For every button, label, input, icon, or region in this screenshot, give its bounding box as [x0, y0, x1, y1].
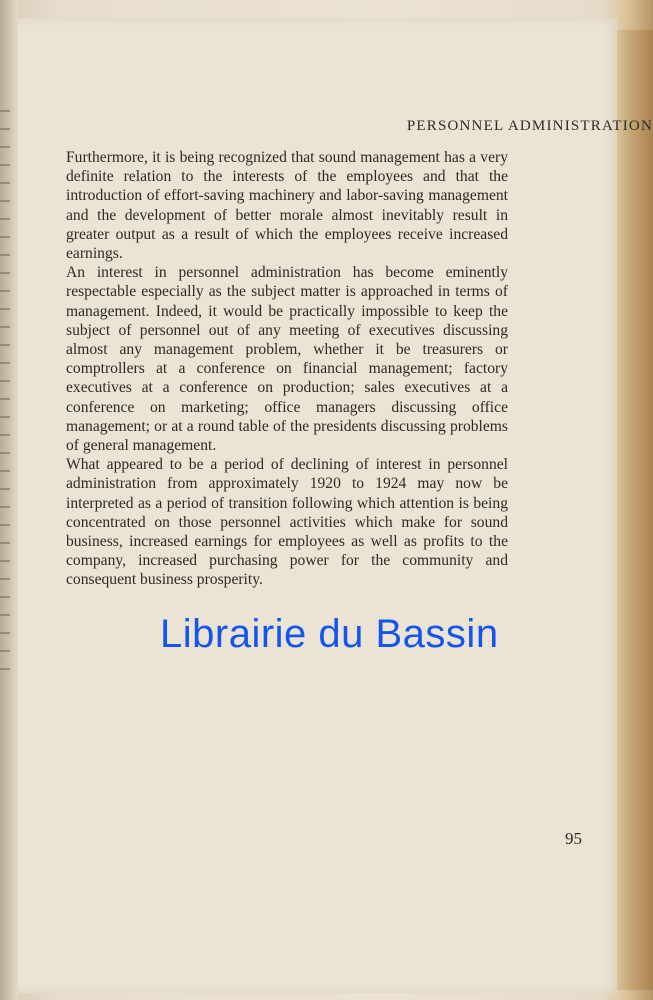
body-text — [66, 148, 508, 590]
watermark: Librairie du Bassin — [160, 612, 499, 656]
paragraph: What appeared to be a period of declining of interest in personnel administration from approximately 1920 to 1924 may now be interpreted as a period of transition following which attention is being concentrated on those personnel activities which make for sound business, increased earnings for employees as well as profits to the company, increased purchasing power for the community and consequent business prosperity. — [66, 456, 508, 589]
running-head: PERSONNEL ADMINISTRATION — [406, 118, 653, 134]
left-page-text-fragments — [0, 110, 10, 670]
paragraph: An interest in personnel administration has become eminently respectable especially as the subject matter is approached in terms of management. Indeed, it would be practically impossible to keep the subject of personnel out of any meeting of executives discussing almost any management problem, whether it be treasurers or comptrollers at a conference on financial management; factory executives at a conference on production; sales executives at a conference on marketing; office managers discussing office management; or at a round table of the presidents discussing problems of general management. — [66, 264, 508, 455]
page-number: 95 — [565, 829, 582, 848]
paragraph: Furthermore, it is being recognized that sound management has a very definite relation to the interests of the employees and that the introduction of effort-saving machinery and labor-saving management and the development of better morale almost inevitably result in greater output as a result of which the employees receive increased earnings. — [66, 149, 508, 263]
page-edges — [617, 30, 653, 990]
